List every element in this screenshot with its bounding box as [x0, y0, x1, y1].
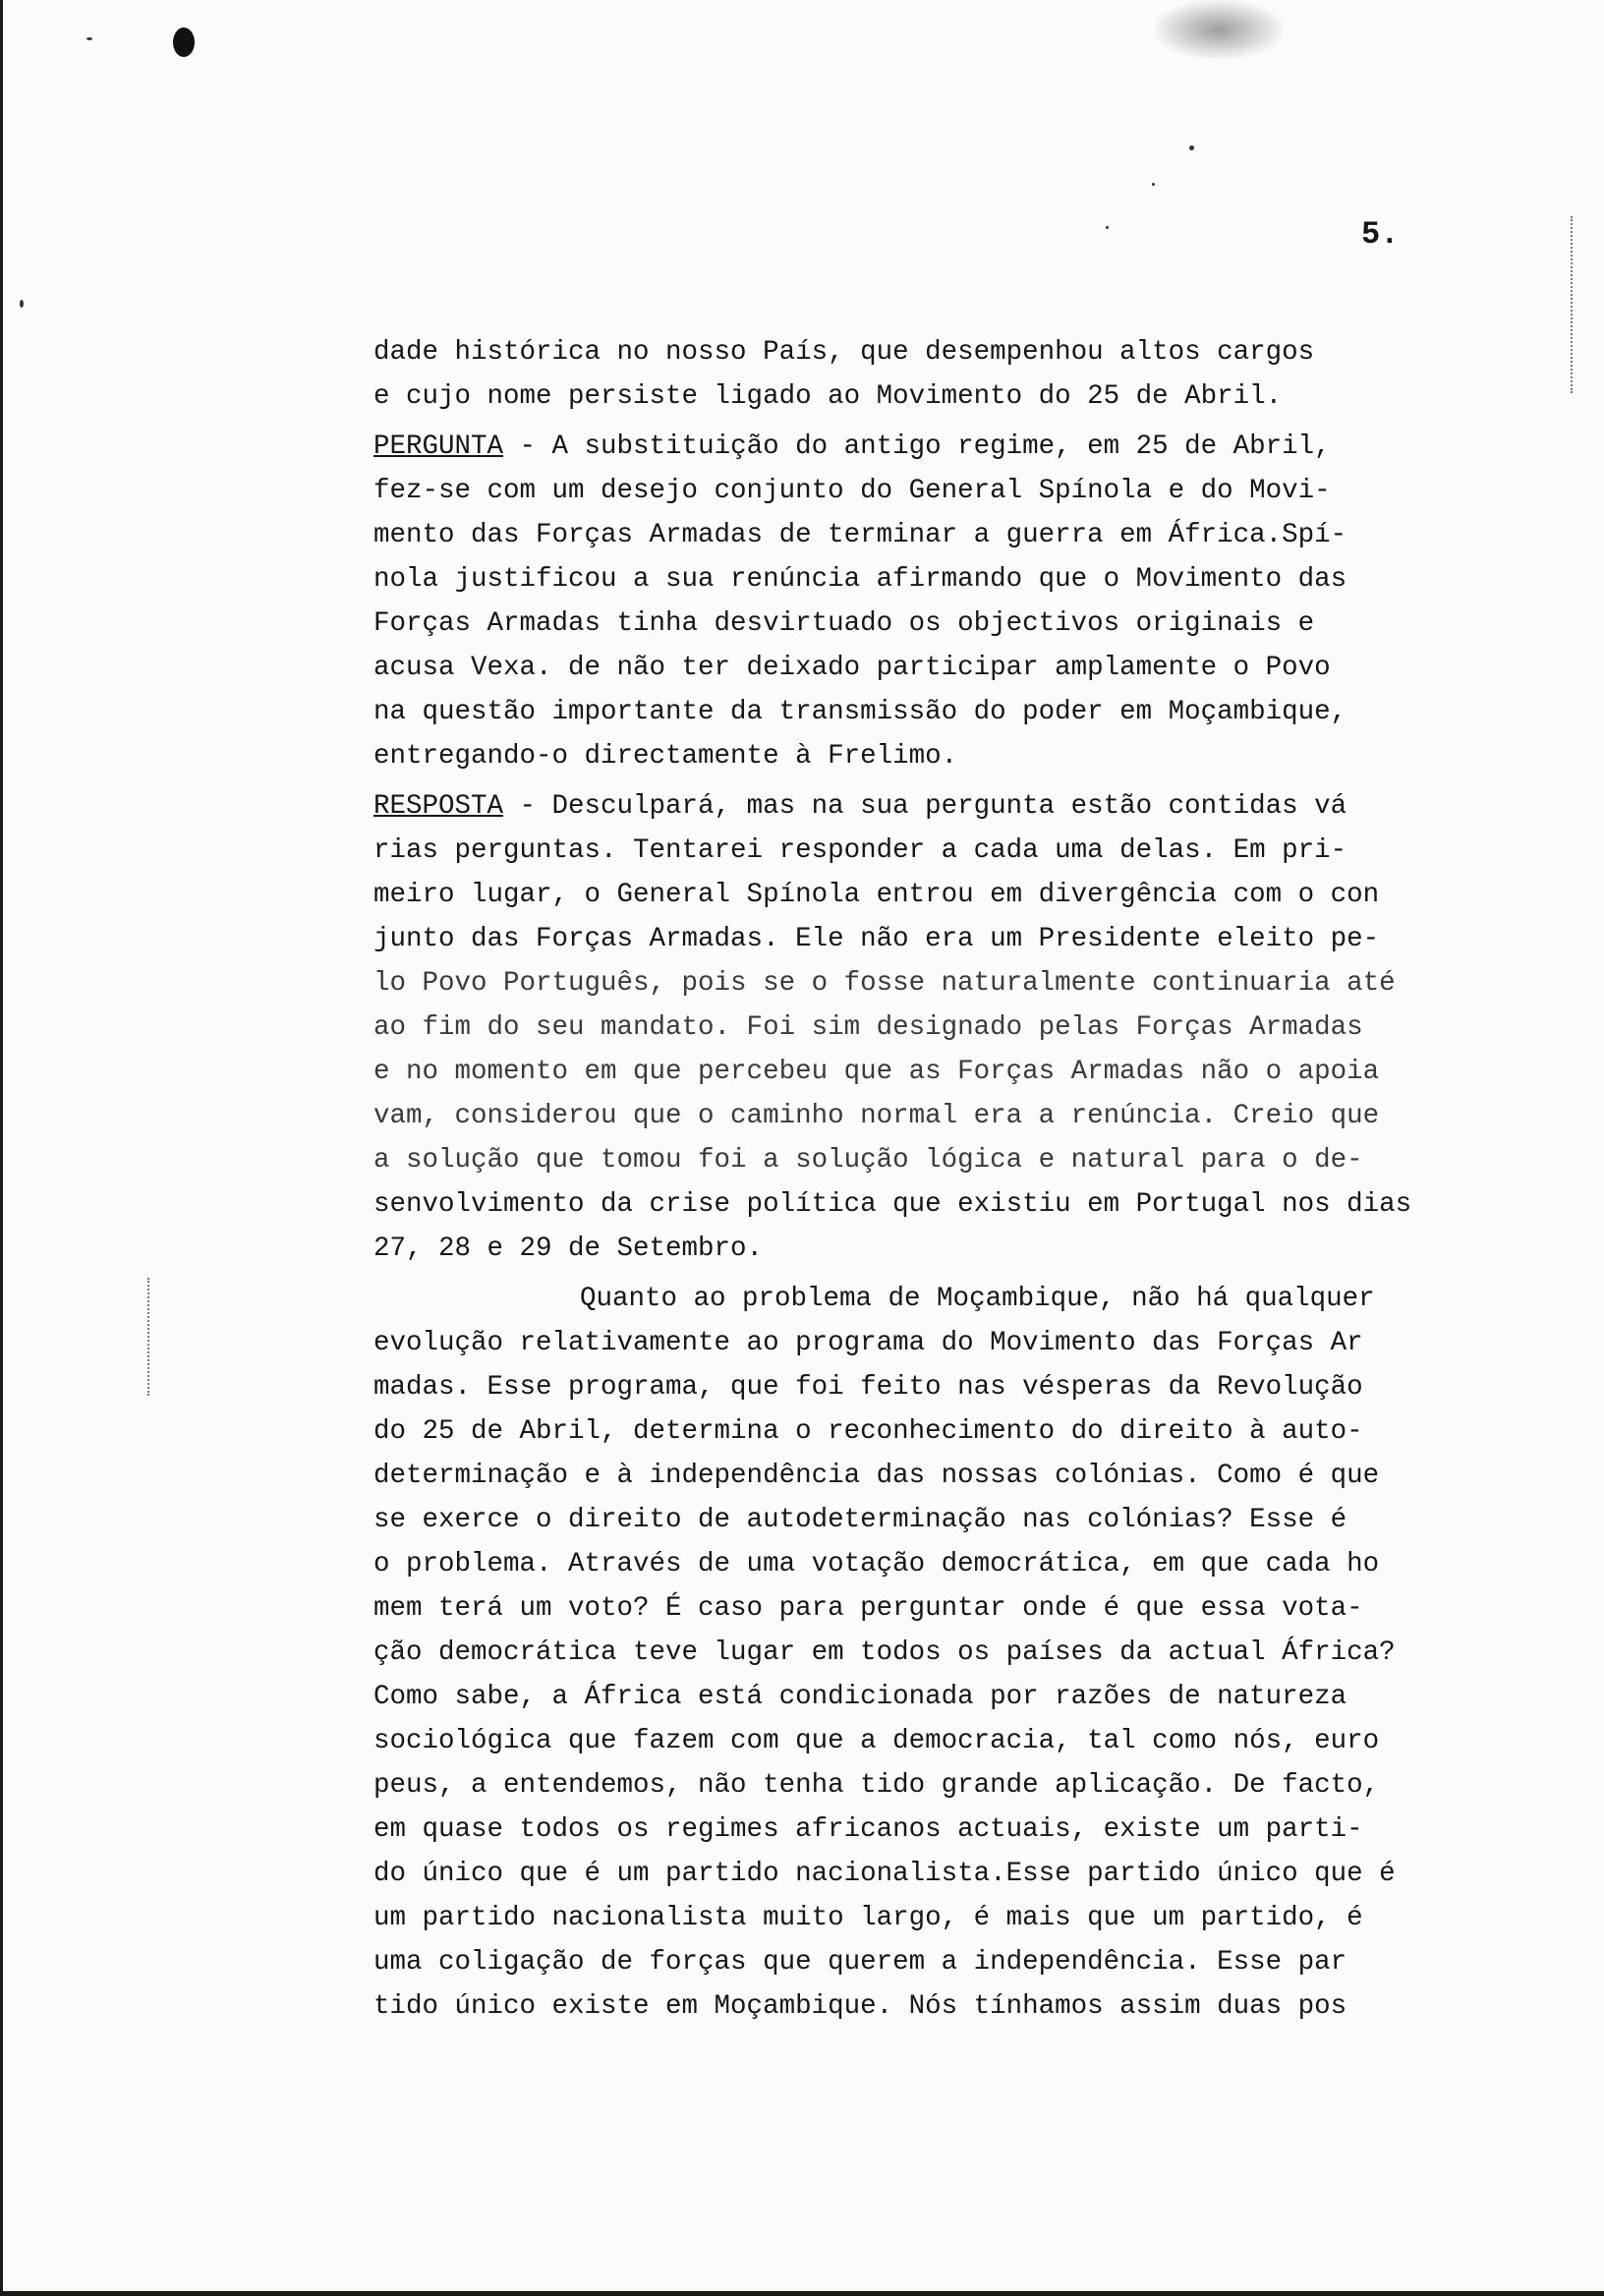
- text-line: mento das Forças Armadas de terminar a guerra em África.Spí-: [373, 520, 1347, 550]
- text-line: 27, 28 e 29 de Setembro.: [373, 1234, 764, 1264]
- text-line: ção democrática teve lugar em todos os países da actual África?: [373, 1637, 1396, 1668]
- scan-edge-bottom: [0, 2291, 1604, 2296]
- scan-speck: [20, 300, 24, 308]
- text-line: e cujo nome persiste ligado ao Movimento do 25 de Abril.: [373, 381, 1283, 412]
- text-line: peus, a entendemos, não tenha tido grande aplicação. De facto,: [373, 1770, 1380, 1801]
- text-line: meiro lugar, o General Spínola entrou em divergência com o con: [373, 880, 1380, 910]
- scan-speck: [1106, 226, 1109, 229]
- page-number: 5.: [1361, 216, 1400, 253]
- document-body: [373, 330, 1494, 2035]
- text-line: um partido nacionalista muito largo, é mais que um partido, é: [373, 1903, 1363, 1933]
- text-line: junto das Forças Armadas. Ele não era um Presidente eleito pe-: [373, 924, 1380, 954]
- text-line: lo Povo Português, pois se o fosse naturalmente continuaria até: [373, 968, 1396, 999]
- text-line: e no momento em que percebeu que as Forças Armadas não o apoia: [373, 1057, 1380, 1087]
- text-line: mem terá um voto? É caso para perguntar onde é que essa vota-: [373, 1593, 1363, 1624]
- text-line: a solução que tomou foi a solução lógica e natural para o de-: [373, 1145, 1363, 1176]
- text-line: dade histórica no nosso País, que desempenhou altos cargos: [373, 337, 1315, 368]
- scan-smudge: [1155, 0, 1283, 59]
- scan-speck: [1152, 183, 1155, 186]
- text-line: fez-se com um desejo conjunto do General Spínola e do Movi-: [373, 476, 1331, 506]
- text-line: [373, 784, 1494, 829]
- scan-speck: [86, 37, 92, 40]
- text-line: evolução relativamente ao programa do Movimento das Forças Ar: [373, 1328, 1363, 1358]
- text-line: acusa Vexa. de não ter deixado participar amplamente o Povo: [373, 653, 1331, 683]
- scan-speck: [1189, 145, 1194, 150]
- text-line: em quase todos os regimes africanos actuais, existe um parti-: [373, 1814, 1363, 1845]
- question-label: PERGUNTA: [373, 431, 504, 462]
- text-line: madas. Esse programa, que foi feito nas vésperas da Revolução: [373, 1372, 1363, 1403]
- text-line: do 25 de Abril, determina o reconhecimento do direito à auto-: [373, 1416, 1363, 1447]
- text-line: uma coligação de forças que querem a independência. Esse par: [373, 1947, 1347, 1978]
- answer-label: RESPOSTA: [373, 791, 504, 822]
- text-line: [373, 425, 1494, 469]
- text-line: senvolvimento da crise política que existiu em Portugal nos dias: [373, 1189, 1412, 1220]
- paragraph-intro: [373, 330, 1494, 419]
- text-line: rias perguntas. Tentarei responder a cada uma delas. Em pri-: [373, 835, 1347, 866]
- paragraph-mocambique: [373, 1277, 1494, 2029]
- text-line: sociológica que fazem com que a democracia, tal como nós, euro: [373, 1726, 1380, 1756]
- scan-margin-line: [1571, 216, 1573, 393]
- scan-margin-line: [147, 1278, 149, 1396]
- text-line: o problema. Através de uma votação democrática, em que cada ho: [373, 1549, 1380, 1579]
- text-line-fragment: - A substituição do antigo regime, em 25 de Abril,: [503, 431, 1331, 462]
- text-line: ao fim do seu mandato. Foi sim designado pelas Forças Armadas: [373, 1012, 1363, 1043]
- text-line: determinação e à independência das nossas colónias. Como é que: [373, 1461, 1380, 1491]
- text-line: entregando-o directamente à Frelimo.: [373, 741, 958, 772]
- text-line: Forças Armadas tinha desvirtuado os objectivos originais e: [373, 608, 1315, 639]
- text-line: Quanto ao problema de Moçambique, não há qualquer: [580, 1284, 1375, 1314]
- paragraph-resposta: [373, 784, 1494, 1271]
- scan-edge-left: [0, 0, 3, 2296]
- text-line: tido único existe em Moçambique. Nós tínhamos assim duas pos: [373, 1991, 1347, 2022]
- paragraph-pergunta: [373, 425, 1494, 778]
- text-line-fragment: - Desculpará, mas na sua pergunta estão contidas vá: [503, 791, 1347, 822]
- text-line: nola justificou a sua renúncia afirmando que o Movimento das: [373, 564, 1347, 595]
- text-line: Como sabe, a África está condicionada por razões de natureza: [373, 1682, 1347, 1712]
- text-line: na questão importante da transmissão do poder em Moçambique,: [373, 697, 1347, 727]
- text-line: do único que é um partido nacionalista.Esse partido único que é: [373, 1859, 1396, 1889]
- text-line: se exerce o direito de autodeterminação nas colónias? Esse é: [373, 1505, 1347, 1535]
- text-line: vam, considerou que o caminho normal era a renúncia. Creio que: [373, 1101, 1380, 1131]
- punch-hole-mark: [173, 28, 195, 57]
